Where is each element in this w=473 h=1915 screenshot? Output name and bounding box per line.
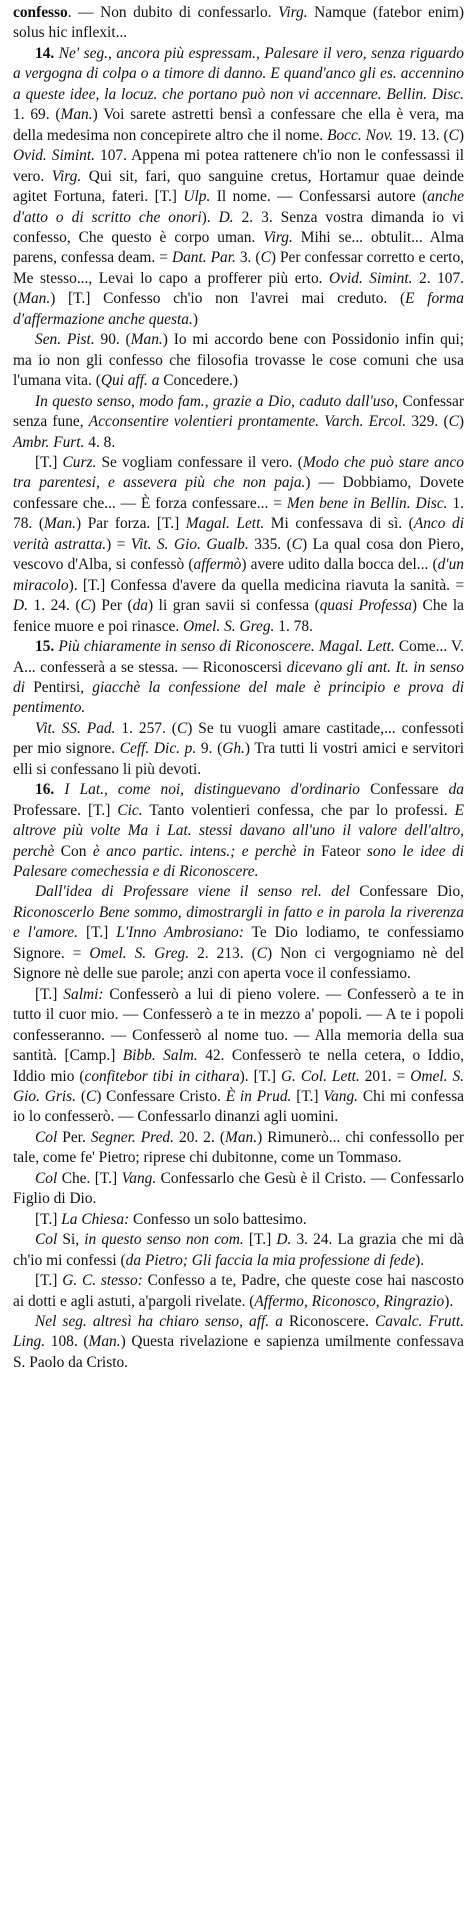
- text-run: [T.]: [77, 924, 117, 942]
- italic-text-run: Ambr. Furt.: [13, 433, 85, 451]
- italic-text-run: C: [80, 597, 91, 615]
- text-run: Con: [54, 842, 93, 860]
- italic-text-run: D.: [218, 208, 234, 226]
- italic-text-run: da: [132, 597, 148, 615]
- entry-paragraph: [13, 882, 464, 984]
- text-run: ) li gran savii si confessa (: [148, 597, 320, 615]
- text-run: 3. 24. La grazia che mi dà ch'io mi confessi (: [13, 1231, 465, 1269]
- italic-text-run: Bibb. Salm.: [122, 1047, 198, 1065]
- text-run: Professare. [T.]: [13, 801, 118, 819]
- text-run: 2. 213. (: [189, 944, 257, 962]
- text-run: ).: [444, 1292, 454, 1310]
- text-run: 329. (: [406, 413, 449, 431]
- italic-text-run: in questo senso non com.: [84, 1231, 244, 1249]
- text-run: [54, 781, 64, 798]
- text-run: 201. =: [359, 1067, 411, 1085]
- entry-paragraph: [13, 3, 464, 44]
- text-run: ) [T.] Confesso ch'io non l'avrei mai creduto. (: [50, 290, 406, 308]
- text-run: Chi mi confessa io lo confesserò. — Confessarlo dinanzi agli uomini.: [13, 1088, 465, 1126]
- text-run: ) avere udito dalla bocca del... (: [241, 556, 438, 574]
- bold-text-run: 15.: [35, 638, 55, 656]
- bold-text-run: 14.: [35, 44, 55, 62]
- text-run: ): [192, 310, 198, 328]
- italic-text-run: Ulp.: [183, 188, 211, 206]
- text-run: ) Per confessar corretto e certo, Me stesso..., Levai lo capo a profferer più erto.: [13, 249, 464, 287]
- text-run: 9. (: [196, 740, 223, 758]
- bold-text-run: 16.: [35, 781, 55, 799]
- italic-text-run: Affermo, Riconosco, Ringrazio: [254, 1292, 445, 1310]
- italic-text-run: Acconsentire volentieri prontamente. Varch. Ercol.: [88, 413, 407, 431]
- italic-text-run: E forma d'affermazione anche questa.: [13, 290, 464, 328]
- italic-text-run: Man.: [130, 331, 163, 349]
- italic-text-run: Men bene in Bellin. Disc.: [286, 494, 448, 512]
- text-run: 2. 3. Senza vostra dimanda io vi confesso, Che questo è corpo uman.: [13, 208, 464, 246]
- italic-text-run: Col: [35, 1169, 58, 1187]
- text-run: 335. (: [248, 535, 292, 553]
- italic-text-run: da Pietro; Gli faccia la mia professione di fede: [125, 1251, 416, 1269]
- italic-text-run: La Chiesa:: [61, 1210, 130, 1228]
- text-run: 4. 8.: [84, 433, 116, 451]
- text-run: Confessarlo che Gesù è il Cristo. — Confessarlo Figlio di Dio.: [13, 1169, 464, 1208]
- italic-text-run: Omel. S. Greg.: [89, 944, 190, 962]
- italic-text-run: Man.: [43, 515, 77, 533]
- text-run: (: [75, 1088, 86, 1106]
- italic-text-run: Modo che può stare anco tra parentesi, e assevera più che non paja.: [13, 453, 464, 492]
- italic-text-run: C: [256, 944, 267, 962]
- text-run: ) — Dobbiamo, Dovete confessare che... — È forza confessare... =: [13, 474, 464, 512]
- italic-text-run: Più chiaramente in senso di Riconoscere. Magal. Lett.: [58, 638, 395, 656]
- italic-text-run: E altrove più volte Ma i Lat. stessi davano all'uno il valore dell'altro, perchè: [13, 801, 464, 860]
- italic-text-run: Cic.: [117, 801, 143, 819]
- italic-text-run: Virg.: [51, 167, 82, 185]
- text-run: Per.: [57, 1128, 91, 1146]
- italic-text-run: Ovid. Simint.: [329, 269, 413, 287]
- text-run: ) Par forza. [T.]: [76, 515, 186, 533]
- text-run: ) La qual cosa don Piero, vescovo d'Alba, si confessò (: [13, 535, 464, 574]
- italic-text-run: Omel. S. Greg.: [183, 617, 275, 635]
- text-run: Qui sit, fari, quo sanguine cretus, Hortamur quae deinde agitet Fortuna, fateri. [T.]: [13, 167, 464, 206]
- text-run: 1. 24. (: [27, 597, 81, 615]
- entry-paragraph: [13, 1230, 464, 1271]
- italic-text-run: Salmi:: [63, 985, 104, 1003]
- text-run: Concedere.): [159, 372, 239, 390]
- italic-text-run: Riconoscerlo Bene sommo, dimostrargli in fatto e in parola la riverenza e l'amore.: [13, 903, 464, 942]
- text-run: ). [T.] Confessa d'avere da quella medicina riavuta la sanità. =: [68, 576, 464, 594]
- entry-paragraph: [13, 1271, 464, 1312]
- text-run: Riconoscere.: [282, 1313, 375, 1330]
- entry-paragraph: [13, 719, 464, 780]
- text-run: ) Se tu vuogli amare castitade,... confessoti per mio signore.: [13, 719, 464, 758]
- text-run: Tanto volentieri confessa, che par lo professi.: [142, 801, 455, 819]
- italic-text-run: C: [260, 249, 271, 267]
- italic-text-run: C: [448, 413, 459, 431]
- text-run: Confesso un solo battesimo.: [129, 1210, 307, 1228]
- text-run: Namque (fatebor enim) solus hic inflexit...: [13, 4, 464, 42]
- italic-text-run: Virg.: [263, 228, 293, 246]
- text-run: 1. 69. (: [13, 106, 61, 124]
- text-run: ) Rimunerò... chi confessollo per tale, come fe' Pietro; riprese chi dubitonne, come un Tommaso.: [13, 1128, 464, 1167]
- text-run: [T.]: [35, 985, 64, 1003]
- italic-text-run: Vit. S. Gio. Gualb.: [130, 535, 249, 553]
- text-run: Mi confessava di sì. (: [264, 515, 414, 533]
- italic-text-run: confitebor tibi in cithara: [84, 1067, 240, 1085]
- italic-text-run: affermò: [193, 556, 242, 574]
- entry-paragraph: [13, 330, 464, 391]
- text-run: Te Dio lodiamo, te confessiamo Signore. =: [13, 924, 465, 962]
- text-run: 2. 107. (: [13, 269, 465, 308]
- text-run: Confesso a te, Padre, che queste cose hai nascosto ai dotti e agli astuti, a'pargoli rivelate. (: [13, 1272, 464, 1310]
- italic-text-run: Magal. Lett.: [185, 515, 265, 533]
- text-run: 1. 78. (: [13, 494, 464, 533]
- italic-text-run: Virg.: [278, 4, 308, 21]
- text-run: Che. [T.]: [57, 1169, 122, 1187]
- entry-paragraph: [13, 1128, 464, 1169]
- italic-text-run: quasi Professa: [319, 597, 412, 615]
- italic-text-run: Man.: [60, 106, 93, 124]
- italic-text-run: Ceff. Dic. p.: [119, 740, 197, 758]
- text-run: 19. 13. (: [393, 126, 449, 144]
- text-run: ) Io mi accordo bene con Possidonio infin qui; ma io non gli confesso che filosofia trovasse le cose comuni che usa l'umana vita. (: [13, 331, 465, 390]
- italic-text-run: Man.: [18, 290, 51, 308]
- italic-text-run: Anco di verità astratta.: [13, 515, 464, 553]
- italic-text-run: Dall'idea di Professare viene il senso rel. del: [35, 883, 350, 901]
- text-run: ).: [415, 1251, 425, 1269]
- italic-text-run: Qui aff. a: [100, 372, 160, 390]
- text-run: ): [458, 126, 465, 144]
- entry-paragraph: [13, 1210, 464, 1230]
- text-run: ) Voi sarete astretti bensì a confessare che ella è vera, ma della medesima non concepirete altro che il nome.: [13, 106, 464, 144]
- italic-text-run: Cavalc. Frutt. Ling.: [13, 1313, 464, 1351]
- italic-text-run: Segner. Pred.: [90, 1128, 174, 1146]
- text-run: ) Per (: [90, 597, 133, 615]
- text-run: Confessar senza fune,: [13, 392, 464, 431]
- italic-text-run: C: [176, 719, 188, 737]
- italic-text-run: da: [448, 781, 464, 799]
- italic-text-run: Sen. Pist.: [35, 331, 95, 349]
- entry-paragraph: [13, 1169, 464, 1210]
- text-run: ) =: [106, 535, 131, 553]
- italic-text-run: Ne' seg., ancora più espressam., Palesare il vero, senza riguardo a vergogna di colpa o a timore di danno. E quand'anco gli es. accennino a queste idee, la locuz. che portano può non vi accennare. Bellin. Disc.: [13, 44, 464, 103]
- text-run: [T.]: [35, 1272, 63, 1290]
- italic-text-run: G. C. stesso:: [62, 1272, 143, 1290]
- italic-text-run: anche d'atto o di scritto che onori: [13, 188, 464, 226]
- text-run: ). [T.]: [239, 1067, 281, 1085]
- italic-text-run: Ovid. Simint.: [13, 147, 95, 165]
- text-run: 3. (: [235, 249, 261, 267]
- text-run: . — Non dubito di confessarlo.: [67, 4, 279, 21]
- italic-text-run: Vit. SS. Pad.: [35, 719, 116, 737]
- text-run: ): [458, 413, 464, 431]
- text-run: Si,: [57, 1231, 85, 1249]
- italic-text-run: Man.: [225, 1128, 258, 1146]
- text-run: 90. (: [94, 331, 131, 349]
- italic-text-run: È in Prud.: [225, 1088, 292, 1106]
- text-run: Confesserò a lui di pieno volere. — Confesserò a te in tutto il cuor mio. — Confesserò a te in mezzo a' popoli. — A te i popoli confesseranno. — Confesserò al nome tuo. — Alla memoria della sua santità. [Camp.]: [13, 985, 464, 1065]
- italic-text-run: Nel seg. altresì ha chiaro senso, aff. a: [35, 1313, 283, 1330]
- italic-text-run: D.: [13, 597, 28, 615]
- italic-text-run: dicevano gli ant. It. in senso di: [13, 658, 464, 696]
- italic-text-run: C: [448, 126, 459, 144]
- text-run: 1. 78.: [274, 617, 313, 635]
- text-run: Come... V. A... confesserà a se stessa. — Riconoscersi: [13, 638, 465, 676]
- italic-text-run: sono le idee di Palesare comechessia e di Riconoscere.: [13, 842, 464, 881]
- entry-paragraph: [13, 985, 464, 1128]
- text-run: ).: [201, 208, 219, 226]
- text-run: ) Non ci vergogniamo nè del Signore nè delle sue parole; anzi con aperta voce il confessiamo.: [13, 944, 464, 983]
- italic-text-run: Gh.: [222, 740, 245, 758]
- italic-text-run: C: [291, 535, 302, 553]
- text-run: 108. (: [45, 1333, 89, 1351]
- text-run: Se vogliam confessare il vero. (: [96, 453, 303, 471]
- italic-text-run: Omel. S. Gio. Gris.: [13, 1067, 464, 1106]
- italic-text-run: I Lat., come noi, distinguevano d'ordinario: [64, 781, 360, 799]
- text-run: Pentirsi,: [24, 678, 93, 696]
- italic-text-run: è anco partic. intens.; e perchè in: [92, 842, 315, 860]
- italic-text-run: Vang.: [121, 1169, 157, 1187]
- text-run: 107. Appena mi potea rattenere ch'io non le confessassi il vero.: [13, 147, 464, 185]
- text-run: 20. 2. (: [173, 1128, 225, 1146]
- text-run: Il nome. — Confessarsi autore (: [210, 188, 428, 206]
- italic-text-run: L'Inno Ambrosiano:: [116, 924, 244, 942]
- text-run: [T.]: [35, 1210, 62, 1228]
- italic-text-run: Curz.: [62, 453, 97, 471]
- italic-text-run: G. Col. Lett.: [280, 1067, 360, 1085]
- text-run: Mihi se... obtulit... Alma parens, confessa deam. =: [13, 228, 464, 267]
- italic-text-run: Col: [35, 1128, 58, 1146]
- entry-paragraph: [13, 780, 464, 882]
- text-run: ) Confessare Cristo.: [96, 1088, 226, 1106]
- text-run: Confessare: [360, 781, 449, 799]
- italic-text-run: D.: [276, 1231, 292, 1249]
- text-run: Confessare Dio,: [349, 883, 464, 901]
- text-run: ) Tra tutti li vostri amici e servitori elli si confessano li più devoti.: [13, 740, 464, 778]
- italic-text-run: Col: [35, 1231, 58, 1249]
- italic-text-run: Vang.: [323, 1088, 359, 1106]
- entry-paragraph: [13, 1312, 464, 1373]
- text-run: 1. 257. (: [115, 719, 177, 737]
- bold-text-run: confesso: [13, 4, 68, 21]
- text-run: ) Questa rivelazione e sapienza umilmente confessava S. Paolo da Cristo.: [13, 1333, 464, 1371]
- italic-text-run: giacchè la confessione del male è principio e prova di pentimento.: [13, 678, 464, 717]
- italic-text-run: Dant. Par.: [171, 249, 236, 267]
- entry-paragraph: [13, 392, 464, 453]
- text-run: [T.]: [35, 453, 63, 471]
- text-run: 42. Confesserò te nella cetera, o Iddio, Iddio mio (: [13, 1047, 464, 1085]
- italic-text-run: C: [85, 1088, 97, 1106]
- entry-paragraph: [13, 637, 464, 719]
- italic-text-run: Bocc. Nov.: [327, 126, 394, 144]
- entry-paragraph: [13, 44, 464, 330]
- text-run: [T.]: [243, 1231, 277, 1249]
- italic-text-run: d'un miracolo: [13, 556, 464, 594]
- text-run: [T.]: [291, 1088, 324, 1106]
- entry-paragraph: [13, 453, 464, 637]
- text-run: ) Che la fenice muore e poi rinasce.: [13, 597, 464, 635]
- italic-text-run: Man.: [88, 1333, 121, 1351]
- italic-text-run: In questo senso, modo fam., grazie a Dio, caduto dall'uso,: [35, 392, 399, 410]
- text-run: Fateor: [314, 842, 367, 860]
